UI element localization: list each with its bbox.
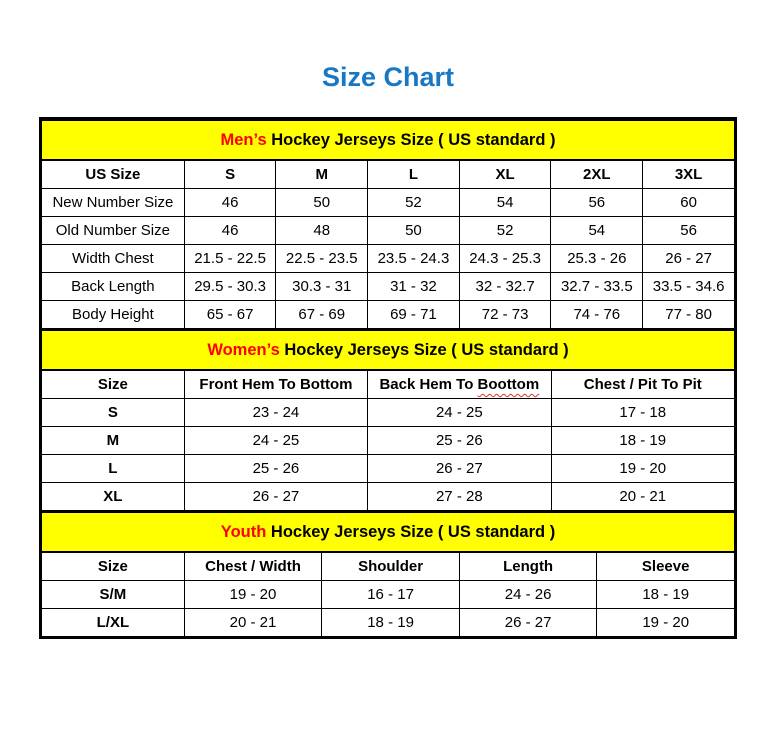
womens-highlight: Women’s	[207, 340, 280, 359]
size-value-cell: 18 - 19	[597, 581, 735, 609]
table-row	[42, 455, 735, 483]
size-value-cell: 56	[551, 189, 643, 217]
table-row	[42, 245, 735, 273]
size-value-cell: 19 - 20	[184, 581, 322, 609]
row-label: Old Number Size	[42, 217, 185, 245]
size-value-cell: 25 - 26	[184, 455, 367, 483]
size-value-cell: 18 - 19	[322, 609, 460, 637]
size-value-cell: 25 - 26	[368, 427, 551, 455]
mens-section-band	[42, 120, 735, 160]
column-header: Sleeve	[597, 552, 735, 581]
mens-highlight: Men’s	[220, 130, 267, 149]
mens-size-table	[41, 119, 735, 329]
table-row	[42, 301, 735, 329]
size-value-cell: 21.5 - 22.5	[184, 245, 276, 273]
row-label: L	[42, 455, 185, 483]
table-row	[42, 399, 735, 427]
size-value-cell: 48	[276, 217, 368, 245]
size-value-cell: 25.3 - 26	[551, 245, 643, 273]
size-value-cell: 50	[368, 217, 460, 245]
row-label: S	[42, 399, 185, 427]
size-value-cell: 24 - 25	[184, 427, 367, 455]
table-row	[42, 483, 735, 511]
size-value-cell: 60	[643, 189, 735, 217]
row-label: S/M	[42, 581, 185, 609]
column-header: S	[184, 160, 276, 189]
size-value-cell: 22.5 - 23.5	[276, 245, 368, 273]
column-header: US Size	[42, 160, 185, 189]
mens-section-title	[42, 120, 735, 160]
size-value-cell: 32 - 32.7	[459, 273, 551, 301]
size-value-cell: 52	[368, 189, 460, 217]
size-value-cell: 26 - 27	[368, 455, 551, 483]
table-row	[42, 217, 735, 245]
womens-section-band	[42, 330, 735, 370]
size-value-cell: 20 - 21	[184, 609, 322, 637]
back-hem-label: Back Hem To	[379, 376, 478, 393]
womens-size-table	[41, 329, 735, 511]
size-value-cell: 26 - 27	[643, 245, 735, 273]
column-header: Chest / Width	[184, 552, 322, 581]
size-value-cell: 54	[551, 217, 643, 245]
column-header	[368, 370, 551, 399]
size-value-cell: 46	[184, 189, 276, 217]
youth-highlight: Youth	[220, 522, 267, 541]
size-value-cell: 65 - 67	[184, 301, 276, 329]
table-row	[42, 581, 735, 609]
size-value-cell: 50	[276, 189, 368, 217]
mens-title-rest: Hockey Jerseys Size ( US standard )	[266, 130, 556, 149]
row-label: Body Height	[42, 301, 185, 329]
size-value-cell: 20 - 21	[551, 483, 734, 511]
youth-size-table	[41, 511, 735, 637]
column-header: 3XL	[643, 160, 735, 189]
youth-section-band	[42, 512, 735, 552]
size-value-cell: 32.7 - 33.5	[551, 273, 643, 301]
column-header: Chest / Pit To Pit	[551, 370, 734, 399]
size-value-cell: 23 - 24	[184, 399, 367, 427]
youth-header-row	[42, 552, 735, 581]
size-value-cell: 67 - 69	[276, 301, 368, 329]
row-label: L/XL	[42, 609, 185, 637]
table-row	[42, 609, 735, 637]
column-header: Size	[42, 552, 185, 581]
page-title: Size Chart	[321, 62, 455, 92]
size-value-cell: 72 - 73	[459, 301, 551, 329]
size-value-cell: 30.3 - 31	[276, 273, 368, 301]
womens-title-rest: Hockey Jerseys Size ( US standard )	[279, 340, 569, 359]
table-row	[42, 273, 735, 301]
column-header: Shoulder	[322, 552, 460, 581]
youth-section-title	[42, 512, 735, 552]
column-header: Size	[42, 370, 185, 399]
size-value-cell: 18 - 19	[551, 427, 734, 455]
size-value-cell: 26 - 27	[459, 609, 597, 637]
table-row	[42, 189, 735, 217]
size-value-cell: 19 - 20	[597, 609, 735, 637]
size-chart-block	[39, 117, 737, 639]
size-value-cell: 27 - 28	[368, 483, 551, 511]
size-value-cell: 31 - 32	[368, 273, 460, 301]
misspelled-word: Boottom	[477, 376, 540, 393]
mens-header-row	[42, 160, 735, 189]
row-label: Back Length	[42, 273, 185, 301]
size-value-cell: 52	[459, 217, 551, 245]
column-header: Front Hem To Bottom	[184, 370, 367, 399]
womens-section-title	[42, 330, 735, 370]
size-value-cell: 24 - 25	[368, 399, 551, 427]
size-value-cell: 24.3 - 25.3	[459, 245, 551, 273]
row-label: XL	[42, 483, 185, 511]
size-value-cell: 19 - 20	[551, 455, 734, 483]
size-value-cell: 56	[643, 217, 735, 245]
row-label: Width Chest	[42, 245, 185, 273]
youth-title-rest: Hockey Jerseys Size ( US standard )	[266, 522, 556, 541]
size-value-cell: 17 - 18	[551, 399, 734, 427]
size-value-cell: 74 - 76	[551, 301, 643, 329]
column-header: L	[368, 160, 460, 189]
size-value-cell: 69 - 71	[368, 301, 460, 329]
size-value-cell: 46	[184, 217, 276, 245]
size-value-cell: 33.5 - 34.6	[643, 273, 735, 301]
column-header: 2XL	[551, 160, 643, 189]
column-header: Length	[459, 552, 597, 581]
column-header: M	[276, 160, 368, 189]
column-header: XL	[459, 160, 551, 189]
size-value-cell: 77 - 80	[643, 301, 735, 329]
size-value-cell: 26 - 27	[184, 483, 367, 511]
table-row	[42, 427, 735, 455]
row-label: M	[42, 427, 185, 455]
size-value-cell: 29.5 - 30.3	[184, 273, 276, 301]
size-value-cell: 23.5 - 24.3	[368, 245, 460, 273]
size-value-cell: 24 - 26	[459, 581, 597, 609]
size-value-cell: 16 - 17	[322, 581, 460, 609]
size-value-cell: 54	[459, 189, 551, 217]
row-label: New Number Size	[42, 189, 185, 217]
womens-header-row	[42, 370, 735, 399]
